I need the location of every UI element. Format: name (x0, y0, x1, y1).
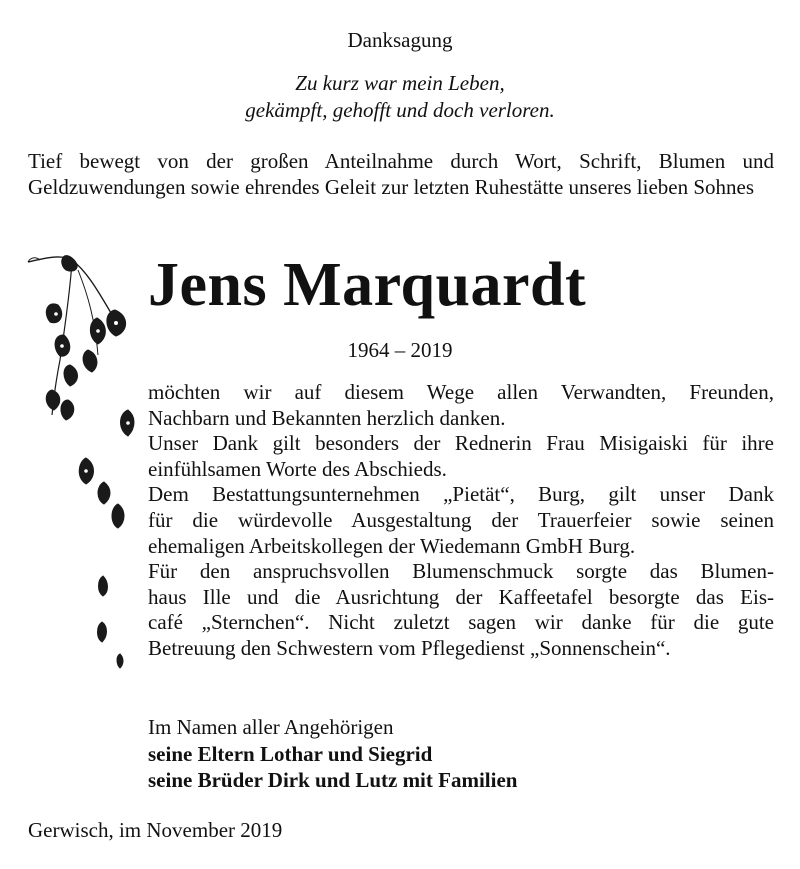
body-line: ehemaligen Arbeitskollegen der Wiedemann GmbH Burg. (148, 533, 636, 558)
motto-line: Zu kurz war mein Leben, (295, 71, 505, 95)
signoff (148, 714, 517, 794)
deceased-name: Jens Marquardt (148, 251, 587, 319)
leaf-branch-icon (0, 240, 150, 690)
place-date: Gerwisch, im November 2019 (28, 818, 283, 842)
body-line: Nachbarn und Bekannten herzlich danken. (148, 405, 506, 430)
intro-text: Tief bewegt von der großen Anteilnahme durch Wort, Schrift, Blumen und Geldzuwendungen sowie ehrendes Geleit zur letzten Ruhestätte unseres lieben Sohnes (28, 149, 774, 199)
motto-line: gekämpft, gehofft und doch verloren. (245, 98, 555, 122)
body-line: Unser Dank gilt besonders der Rednerin Frau Misigaiski für ihre (148, 431, 774, 456)
life-years: 1964 – 2019 (347, 338, 453, 362)
body-line: haus Ille und die Ausrichtung der Kaffeetafel besorgte das Eis- (148, 584, 774, 609)
body-line: Dem Bestattungsunternehmen „Pietät“, Burg, gilt unser Dank (148, 482, 774, 507)
motto (0, 70, 800, 124)
body-line: einfühlsamen Worte des Abschieds. (148, 456, 447, 481)
body-line: möchten wir auf diesem Wege allen Verwandten, Freunden, (148, 380, 774, 404)
signoff-line: Im Namen aller Angehörigen (148, 715, 394, 739)
body-line: Betreuung den Schwestern vom Pflegedienst „Sonnenschein“. (148, 635, 671, 660)
body-line: café „Sternchen“. Nicht zuletzt sagen wir danke für die gute (148, 610, 774, 635)
signoff-parents: seine Eltern Lothar und Siegrid (148, 741, 433, 766)
body-line: für die würdevolle Ausgestaltung der Trauerfeier sowie seinen (148, 507, 774, 532)
body-line: Für den anspruchsvollen Blumenschmuck sorgte das Blumen- (148, 559, 774, 584)
heading: Danksagung (347, 28, 453, 52)
signoff-brothers: seine Brüder Dirk und Lutz mit Familien (148, 768, 518, 792)
body-text (148, 380, 774, 662)
